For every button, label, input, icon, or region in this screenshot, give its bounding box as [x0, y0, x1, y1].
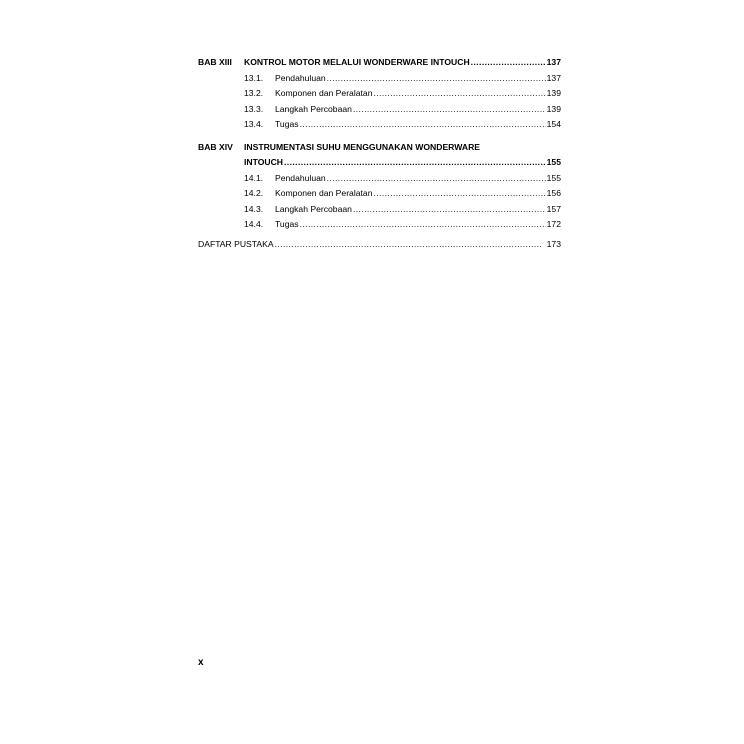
dot-leader — [353, 102, 546, 118]
section-title: Tugas — [275, 119, 299, 129]
toc-item-14-4[interactable] — [198, 217, 561, 233]
dot-leader — [373, 86, 545, 102]
section-page: 154 — [546, 119, 561, 129]
dot-leader — [327, 171, 546, 187]
toc-daftar-pustaka[interactable] — [198, 237, 561, 253]
pustaka-title: DAFTAR PUSTAKA — [198, 238, 274, 249]
chapter-page: 155 — [546, 157, 561, 167]
toc-item-14-1[interactable] — [198, 171, 561, 187]
toc-chapter-13[interactable] — [198, 55, 561, 71]
chapter-page: 137 — [546, 57, 561, 67]
section-page: 139 — [546, 103, 561, 114]
page-number: x — [198, 657, 204, 668]
toc-chapter-14-line2[interactable] — [198, 155, 561, 171]
section-title: Langkah Percobaan — [275, 103, 352, 114]
chapter-code: BAB XIII — [198, 57, 232, 67]
section-page: 137 — [546, 72, 561, 83]
section-page: 139 — [546, 88, 561, 98]
toc-item-14-3[interactable] — [198, 202, 561, 218]
section-number: 14.2. — [244, 188, 264, 198]
dot-leader — [353, 202, 546, 218]
section-title: Komponen dan Peralatan — [275, 188, 373, 198]
toc-chapter-14-line1[interactable] — [198, 140, 561, 156]
toc-item-13-1[interactable] — [198, 71, 561, 87]
chapter-title: INSTRUMENTASI SUHU MENGGUNAKAN WONDERWARE — [244, 141, 481, 152]
table-of-contents — [198, 55, 561, 252]
section-title: Langkah Percobaan — [275, 203, 352, 214]
dot-leader — [300, 117, 546, 133]
dot-leader — [327, 71, 546, 87]
chapter-title: KONTROL MOTOR MELALUI WONDERWARE INTOUCH — [244, 57, 470, 67]
dot-leader — [300, 217, 546, 233]
section-title: Komponen dan Peralatan — [275, 88, 373, 98]
dot-leader — [373, 186, 545, 202]
section-page: 157 — [546, 203, 561, 214]
section-title: Pendahuluan — [275, 172, 326, 183]
section-page: 155 — [546, 172, 561, 183]
toc-item-13-4[interactable] — [198, 117, 561, 133]
chapter-gap — [198, 133, 561, 140]
section-number: 14.3. — [244, 203, 264, 214]
toc-item-13-3[interactable] — [198, 102, 561, 118]
toc-item-13-2[interactable] — [198, 86, 561, 102]
chapter-title-continued: INTOUCH — [244, 157, 283, 167]
section-number: 14.1. — [244, 172, 264, 183]
pustaka-page: 173 — [546, 238, 561, 249]
section-number: 14.4. — [244, 219, 264, 229]
section-number: 13.2. — [244, 88, 264, 98]
dot-leader — [284, 155, 546, 171]
section-title: Pendahuluan — [275, 72, 326, 83]
section-number: 13.4. — [244, 119, 264, 129]
chapter-code: BAB XIV — [198, 141, 233, 152]
dot-leader — [275, 237, 543, 253]
section-number: 13.1. — [244, 72, 264, 83]
dot-leader — [471, 55, 546, 71]
toc-item-14-2[interactable] — [198, 186, 561, 202]
section-page: 156 — [546, 188, 561, 198]
section-page: 172 — [546, 219, 561, 229]
section-title: Tugas — [275, 219, 299, 229]
section-number: 13.3. — [244, 103, 264, 114]
